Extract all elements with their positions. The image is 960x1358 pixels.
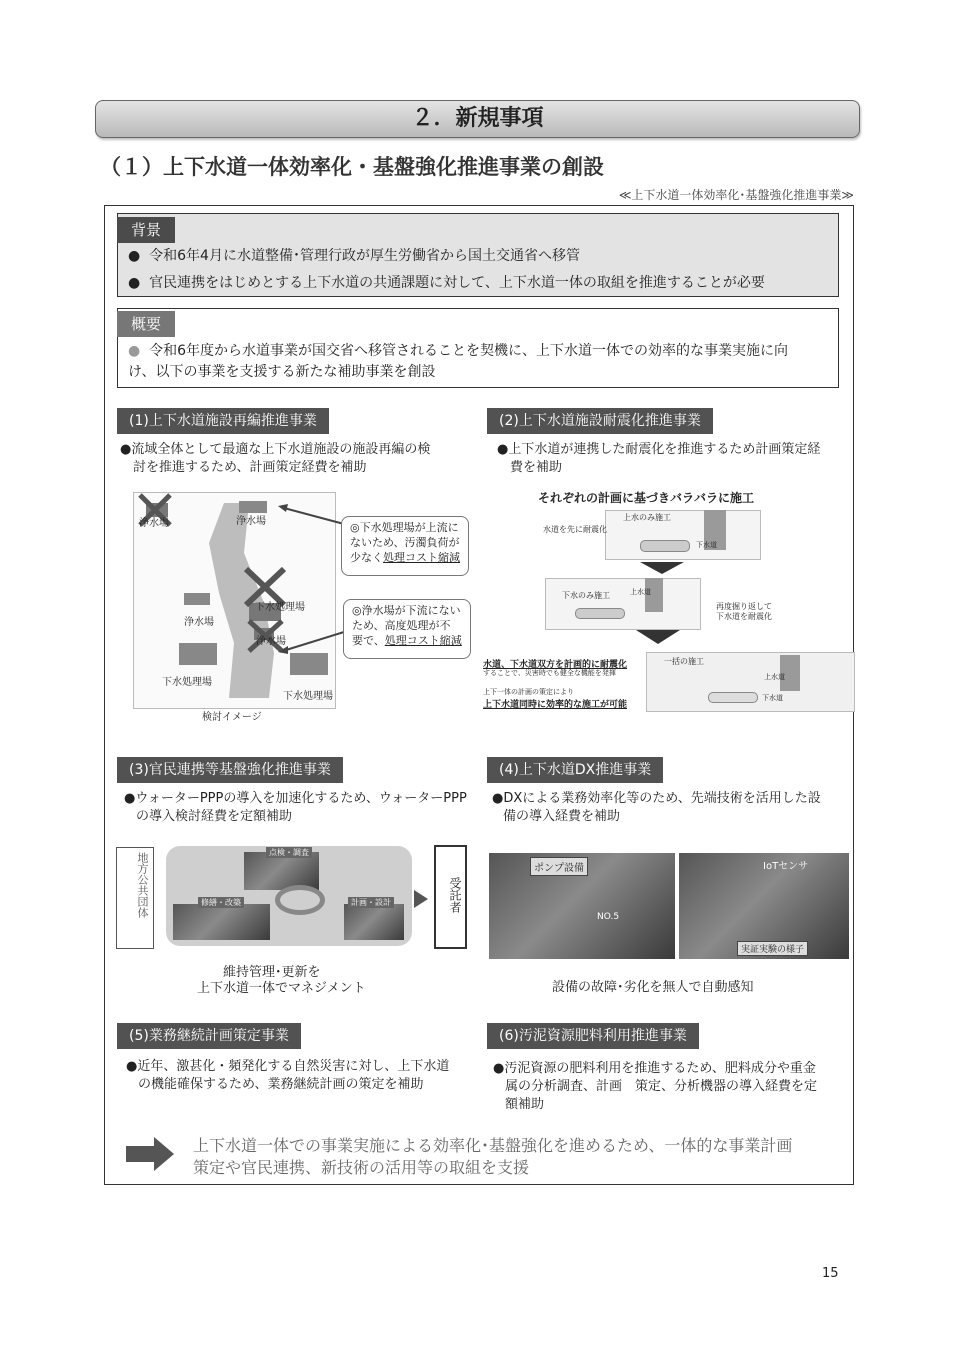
s2-text: 上下水道同時に効率的な施工が可能	[483, 700, 628, 710]
pipe-icon	[708, 692, 758, 703]
right-arrow-icon	[126, 1137, 176, 1171]
section-5-title: (5)業務継続計画策定事業	[117, 1023, 301, 1049]
section-4-text: ●DXによる業務効率化等のため、先端技術を活用した設	[492, 791, 821, 806]
section-banner: ２．新規事項	[95, 100, 860, 138]
section-2-title: (2)上下水道施設耐震化推進事業	[487, 408, 713, 434]
map-label: 下水処理場	[162, 677, 212, 688]
cycle-arrow-icon	[275, 885, 325, 915]
s4-caption: 設備の故障･劣化を無人で自動感知	[552, 980, 754, 995]
s2-label: 下水道	[762, 694, 783, 702]
section-2-text: ●上下水道が連携した耐震化を推進するため計画策定経	[497, 442, 821, 457]
overview-tag: 概要	[117, 311, 175, 337]
pipe-icon	[640, 540, 690, 552]
down-arrow-icon	[640, 562, 684, 574]
s2-label: 水道を先に耐震化	[543, 525, 607, 534]
section-5-text: ●近年、激甚化・頻発化する自然災害に対し、上下水道	[126, 1059, 450, 1074]
s2-text: 上下一体の計画の策定により	[483, 688, 574, 696]
section-4-text: 備の導入経費を補助	[503, 809, 621, 824]
s2-step-2	[545, 578, 701, 630]
photo-label: 修繕・改築	[198, 897, 244, 908]
photo-label: NO.5	[597, 912, 620, 922]
map-label: 下水処理場	[255, 602, 305, 613]
section-6-title: (6)汚泥資源肥料利用推進事業	[487, 1023, 699, 1049]
section-3-text: ●ウォーターPPPの導入を加速化するため、ウォーターPPP	[124, 791, 467, 806]
pipe-icon	[575, 608, 625, 619]
s2-text: することで、災害時でも健全な機能を発揮	[483, 669, 616, 677]
contractor-label: 受託者	[448, 877, 462, 913]
s3-caption: 維持管理･更新を	[223, 965, 321, 980]
overview-line: ● 令和6年度から水道事業が国交省へ移管されることを契機に、上下水道一体での効率的な事業実施に向	[128, 343, 789, 359]
map-label: 浄水場	[236, 516, 266, 527]
s2-label: 上水道	[764, 673, 785, 681]
section-4-title: (4)上下水道DX推進事業	[487, 757, 663, 783]
conclusion-line: 策定や官民連携、新技術の活用等の取組を支援	[193, 1158, 530, 1177]
down-arrow-icon	[636, 630, 680, 644]
map-label: 浄水場	[139, 518, 169, 529]
figure-caption: 検討イメージ	[202, 712, 262, 723]
s1-note-1: ◎下水処理場が上流に ないため、汚濁負荷が 少なく処理コスト縮減	[341, 516, 469, 576]
s2-label: 下水道	[696, 541, 717, 549]
s2-label: 上水道	[630, 588, 651, 596]
section-5-text: の機能確保するため、業務継続計画の策定を補助	[138, 1077, 424, 1092]
page-title: （１）上下水道一体効率化・基盤強化推進事業の創設	[100, 155, 604, 179]
arrow-icon	[272, 620, 352, 660]
s2-label: 再度掘り返して	[716, 602, 772, 611]
s2-label: 一括の施工	[664, 657, 704, 666]
s2-text: 水道、下水道双方を計画的に耐震化	[483, 660, 628, 670]
map-label: 浄水場	[256, 636, 286, 647]
map-label: 下水処理場	[283, 691, 333, 702]
section-1-text: 討を推進するため、計画策定経費を補助	[133, 460, 367, 475]
background-item: ● 官民連携をはじめとする上下水道の共通課題に対して、上下水道一体の取組を推進することが必要	[128, 275, 765, 291]
photo-label: 計画・設計	[348, 897, 394, 908]
arrow-icon	[414, 890, 428, 908]
section-1-title: (1)上下水道施設再編推進事業	[117, 408, 329, 434]
section-3-title: (3)官民連携等基盤強化推進事業	[117, 757, 343, 783]
page-number: 15	[822, 1266, 839, 1281]
section-1-text: ●流域全体として最適な上下水道施設の施設再編の検	[120, 442, 431, 457]
map-label: 浄水場	[184, 617, 214, 628]
local-government-label: 地方公共団体	[136, 852, 149, 918]
repair-photo	[173, 904, 270, 940]
overview-line: け、以下の事業を支援する新たな補助事業を創設	[128, 364, 436, 380]
section-2-text: 費を補助	[510, 460, 563, 475]
photo-label: IoTセンサ	[763, 861, 809, 872]
background-item: ● 令和6年4月に水道整備･管理行政が厚生労働省から国土交通省へ移管	[128, 248, 580, 264]
s1-note-2: ◎浄水場が下流にない ため、高度処理が不 要で、処理コスト縮減	[343, 599, 471, 659]
section-6-text: ●汚泥資源の肥料利用を推進するため、肥料成分や重金	[493, 1061, 816, 1076]
section-3-text: の導入検討経費を定額補助	[136, 809, 293, 824]
s3-caption: 上下水道一体でマネジメント	[197, 981, 366, 996]
s2-label: 下水道を耐震化	[716, 612, 772, 621]
arrow-icon	[272, 500, 352, 540]
s2-label: 下水のみ施工	[562, 591, 610, 600]
planning-photo	[344, 904, 404, 940]
s2-label: 上水のみ施工	[623, 513, 671, 522]
section-6-text: 額補助	[505, 1097, 545, 1112]
section-6-text: 属の分析調査、計画 策定、分析機器の導入経費を定	[505, 1079, 818, 1094]
photo-caption: 実証実験の様子	[737, 941, 808, 956]
photo-label: 点検・調査	[266, 847, 312, 858]
page-subtitle: ≪上下水道一体効率化･基盤強化推進事業≫	[618, 188, 854, 202]
background-tag: 背景	[117, 217, 175, 243]
conclusion-line: 上下水道一体での事業実施による効率化･基盤強化を進めるため、一体的な事業計画	[193, 1136, 793, 1155]
photo-label: ポンプ設備	[530, 857, 588, 876]
s2-figure-title: それぞれの計画に基づきバラバラに施工	[538, 491, 755, 505]
